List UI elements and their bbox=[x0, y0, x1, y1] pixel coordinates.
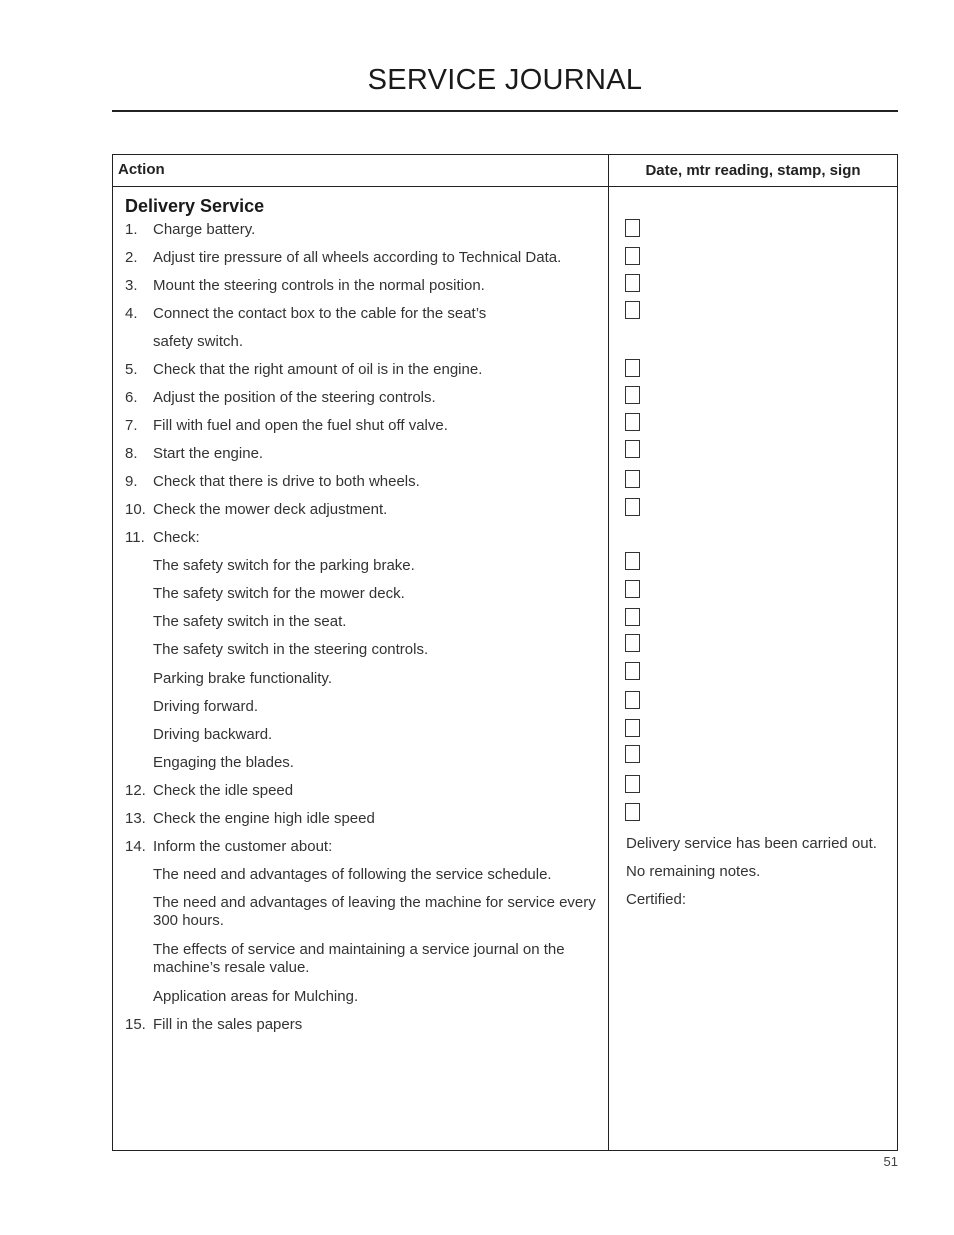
section-title: Delivery Service bbox=[125, 196, 265, 216]
item-text: Start the engine. bbox=[153, 445, 264, 462]
item-text: Application areas for Mulching. bbox=[153, 988, 359, 1005]
item-text: Check the idle speed bbox=[153, 782, 294, 799]
item-text: Parking brake functionality. bbox=[153, 670, 332, 687]
item-text: Driving forward. bbox=[153, 698, 259, 715]
item-number: 13. bbox=[125, 810, 146, 827]
checkbox[interactable] bbox=[625, 745, 640, 763]
service-journal-table bbox=[112, 154, 898, 1151]
checkbox[interactable] bbox=[625, 440, 640, 458]
checkbox[interactable] bbox=[625, 634, 640, 652]
item-text: Check that there is drive to both wheels. bbox=[153, 473, 420, 490]
delivery-note: Certified: bbox=[626, 891, 687, 908]
checkbox[interactable] bbox=[625, 274, 640, 292]
item-text: The safety switch in the steering controls. bbox=[153, 641, 429, 658]
item-text: Check that the right amount of oil is in the engine. bbox=[153, 361, 483, 378]
title-rule bbox=[112, 110, 898, 112]
item-number: 2. bbox=[125, 249, 138, 266]
checkbox[interactable] bbox=[625, 386, 640, 404]
checkbox[interactable] bbox=[625, 662, 640, 680]
delivery-note: Delivery service has been carried out. bbox=[626, 835, 877, 852]
item-text: The need and advantages of following the service schedule. bbox=[153, 866, 552, 883]
page-title: SERVICE JOURNAL bbox=[367, 64, 643, 96]
page-number: 51 bbox=[883, 1154, 898, 1169]
item-text: Adjust tire pressure of all wheels according to Technical Data. bbox=[153, 249, 562, 266]
item-text: Inform the customer about: bbox=[153, 838, 333, 855]
checkbox[interactable] bbox=[625, 552, 640, 570]
column-divider bbox=[608, 155, 609, 1150]
item-number: 8. bbox=[125, 445, 138, 462]
checkbox[interactable] bbox=[625, 803, 640, 821]
checkbox[interactable] bbox=[625, 580, 640, 598]
item-number: 1. bbox=[125, 221, 138, 238]
item-text: Check: bbox=[153, 529, 200, 546]
item-text: Adjust the position of the steering controls. bbox=[153, 389, 436, 406]
item-number: 6. bbox=[125, 389, 138, 406]
item-text: Fill with fuel and open the fuel shut off valve. bbox=[153, 417, 448, 434]
item-number: 10. bbox=[125, 501, 146, 518]
item-text: Fill in the sales papers bbox=[153, 1016, 303, 1033]
delivery-note: No remaining notes. bbox=[626, 863, 761, 880]
item-text: Mount the steering controls in the normal position. bbox=[153, 277, 485, 294]
checkbox[interactable] bbox=[625, 359, 640, 377]
checkbox[interactable] bbox=[625, 301, 640, 319]
item-text: Check the mower deck adjustment. bbox=[153, 501, 388, 518]
checkbox[interactable] bbox=[625, 691, 640, 709]
item-number: 4. bbox=[125, 305, 138, 322]
item-number: 11. bbox=[125, 529, 145, 546]
item-number: 15. bbox=[125, 1016, 146, 1033]
checkbox[interactable] bbox=[625, 608, 640, 626]
header-date-column: Date, mtr reading, stamp, sign bbox=[645, 162, 861, 179]
item-text: The need and advantages of leaving the machine for service every 300 hours. bbox=[153, 894, 596, 929]
item-number: 9. bbox=[125, 473, 138, 490]
item-number: 3. bbox=[125, 277, 138, 294]
item-number: 7. bbox=[125, 417, 138, 434]
item-text: Engaging the blades. bbox=[153, 754, 294, 771]
checkbox[interactable] bbox=[625, 247, 640, 265]
item-text: The safety switch for the parking brake. bbox=[153, 557, 415, 574]
item-text: Driving backward. bbox=[153, 726, 273, 743]
item-text: Charge battery. bbox=[153, 221, 256, 238]
item-number: 5. bbox=[125, 361, 138, 378]
header-divider bbox=[113, 186, 897, 187]
item-text: Check the engine high idle speed bbox=[153, 810, 375, 827]
item-text: The effects of service and maintaining a service journal on the machine’s resale value. bbox=[153, 941, 565, 976]
checkbox[interactable] bbox=[625, 470, 640, 488]
item-text: Connect the contact box to the cable for the seat’s bbox=[153, 305, 487, 322]
header-action: Action bbox=[118, 161, 165, 178]
checkbox[interactable] bbox=[625, 219, 640, 237]
checkbox[interactable] bbox=[625, 775, 640, 793]
checkbox[interactable] bbox=[625, 413, 640, 431]
item-text: The safety switch in the seat. bbox=[153, 613, 347, 630]
item-text: The safety switch for the mower deck. bbox=[153, 585, 405, 602]
checkbox[interactable] bbox=[625, 719, 640, 737]
item-number: 14. bbox=[125, 838, 146, 855]
item-number: 12. bbox=[125, 782, 146, 799]
item-text: safety switch. bbox=[153, 333, 244, 350]
checkbox[interactable] bbox=[625, 498, 640, 516]
